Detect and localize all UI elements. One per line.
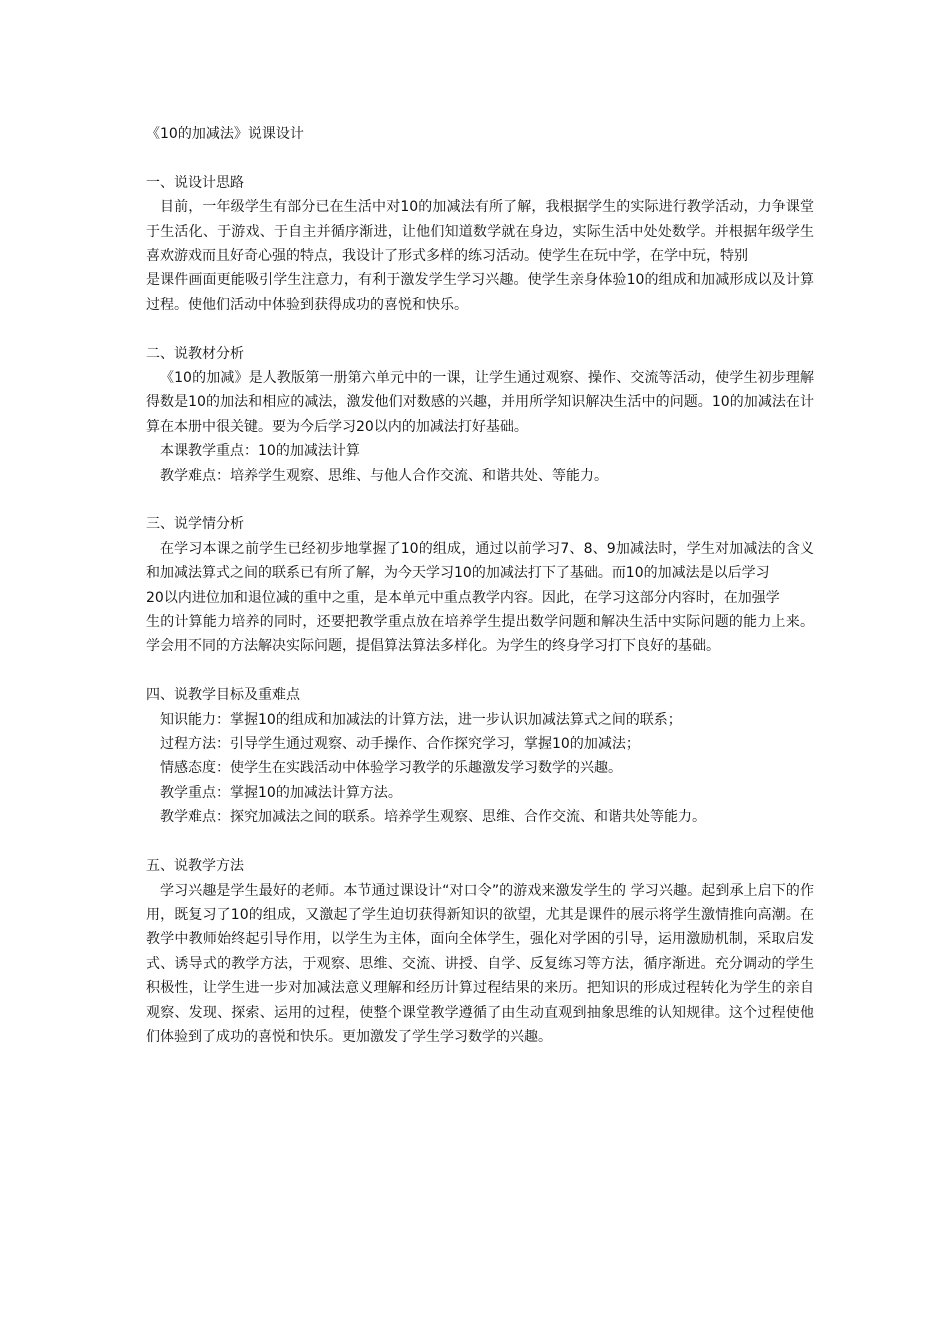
section-paragraph: 《10的加减》是人教版第一册第六单元中的一课，让学生通过观察、操作、交流等活动，使学生初步理解得数是10的加法和相应的减法，激发他们对数感的兴趣，并用所学知识解决生活中的问题。10的加减法在计算在本册中很关键。要为今后学习20以内的加减法打好基础。 [146,370,814,435]
document-title: 《10的加减法》说课设计 [146,126,304,142]
section-heading: 二、说教材分析 [146,345,244,362]
goal-line: 情感态度：使学生在实践活动中体验学习教学的乐趣激发学习数学的兴趣。 [160,760,622,777]
section-paragraph: 在学习本课之前学生已经初步地掌握了10的组成，通过以前学习7、8、9加减法时，学生对加减法的含义和加减法算式之间的联系已有所了解，为今天学习10的加减法打下了基础。而10的加减法是以后学习 [146,540,814,582]
section-paragraph: 是课件画面更能吸引学生注意力，有利于激发学生学习兴趣。使学生亲身体验10的组成和加减形成以及计算过程。使他们活动中体验到获得成功的喜悦和快乐。 [146,272,814,313]
goal-line: 知识能力：掌握10的组成和加减法的计算方法，进一步认识加减法算式之间的联系； [160,711,682,728]
spacer [146,659,814,683]
goal-line: 教学重点：掌握10的加减法计算方法。 [160,784,402,801]
spacer [146,830,814,854]
goal-line: 过程方法：引导学生通过观察、动手操作、合作探究学习，掌握10的加减法； [160,736,640,753]
section-design-idea [146,171,814,317]
section-heading: 三、说学情分析 [146,516,244,533]
section-heading: 五、说教学方法 [146,858,244,875]
spacer [146,146,814,170]
spacer [146,317,814,341]
section-teaching-goals [146,683,814,829]
section-student-analysis [146,512,814,658]
difficulty-line: 教学难点：培养学生观察、思维、与他人合作交流、和谐共处、等能力。 [160,467,608,484]
key-point-line: 本课教学重点：10的加减法计算 [160,443,360,460]
section-heading: 一、说设计思路 [146,174,244,191]
section-paragraph: 生的计算能力培养的同时，还要把教学重点放在培养学生提出数学问题和解决生活中实际问题的能力上来。学会用不同的方法解决实际问题，提倡算法算法多样化。为学生的终身学习打下良好的基础。 [146,614,814,655]
document-page [146,122,814,1049]
section-paragraph: 20以内进位加和退位减的重中之重，是本单元中重点教学内容。因此，在学习这部分内容时，在加强学 [146,589,780,606]
section-paragraph: 学习兴趣是学生最好的老师。本节通过课设计“对口令”的游戏来激发学生的 学习兴趣。起到承上启下的作用，既复习了10的组成，又激起了学生迫切获得新知识的欲望，尤其是课件的展示将学生激情推向高潮。在教学中教师始终起引导作用，以学生为主体，面向全体学生，强化对学困的引导，运用激励机制，采取启发式、诱导式的教学方法，于观察、思维、交流、讲授、自学、反复练习等方法，循序渐进。充分调动的学生积极性，让学生进一步对加减法意义理解和经历计算过程结果的来历。把知识的形成过程转化为学生的亲自观察、发现、探索、运用的过程，使整个课堂教学遵循了由生动直观到抽象思维的认知规律。这个过程使他们体验到了成功的喜悦和快乐。更加激发了学生学习数学的兴趣。 [146,882,814,1045]
spacer [146,488,814,512]
section-paragraph: 目前，一年级学生有部分已在生活中对10的加减法有所了解，我根据学生的实际进行教学活动，力争课堂于生活化、于游戏、于自主并循序渐进，让他们知道数学就在身边，实际生活中处处数学。并根据年级学生喜欢游戏而且好奇心强的特点，我设计了形式多样的练习活动。使学生在玩中学，在学中玩，特别 [146,199,814,264]
goal-line: 教学难点：探究加减法之间的联系。培养学生观察、思维、合作交流、和谐共处等能力。 [160,809,706,826]
section-heading: 四、说教学目标及重难点 [146,687,300,704]
section-teaching-methods [146,854,814,1049]
section-material-analysis [146,342,814,488]
